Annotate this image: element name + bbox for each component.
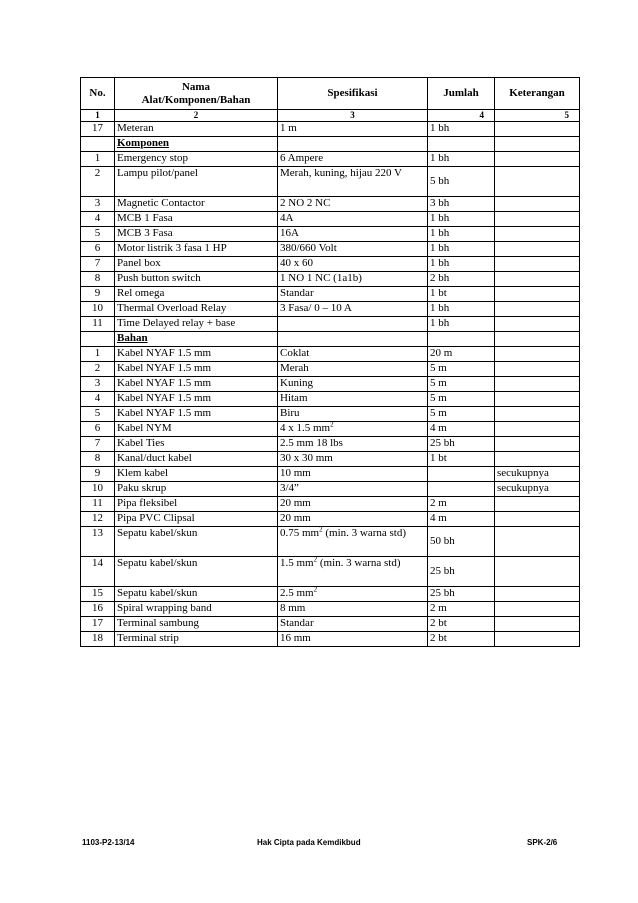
table-row [81,347,580,362]
spec-text: 1.5 mm [280,557,314,569]
cell-jumlah: 25 bh [428,587,495,602]
cell-no: 8 [81,452,115,467]
cell-spesifikasi [278,227,428,242]
cell-jumlah [428,467,495,482]
cell-spesifikasi [278,452,428,467]
cell-keterangan [495,602,580,617]
cell-keterangan [495,197,580,212]
cell-nama: Kabel NYM [115,422,278,437]
table-row [81,392,580,407]
table-header-row [81,78,580,110]
table-row [81,452,580,467]
cell-no: 11 [81,317,115,332]
section-jumlah [428,137,495,152]
spec-text: 6 Ampere [280,152,324,164]
spec-superscript: 2 [330,421,334,429]
cell-no: 10 [81,302,115,317]
spec-text: 3/4” [280,482,299,494]
cell-jumlah: 2 m [428,497,495,512]
spec-superscript: 2 [313,556,318,564]
spec-text: 16 mm [280,632,311,644]
cell-nama: Lampu pilot/panel [115,167,278,197]
cell-spesifikasi [278,257,428,272]
cell-nama: Kabel NYAF 1.5 mm [115,407,278,422]
table-row [81,362,580,377]
cell-keterangan [495,167,580,197]
section-spek [278,332,428,347]
table-row [81,482,580,497]
cell-keterangan [495,272,580,287]
table-row [81,272,580,287]
table-row [81,287,580,302]
cell-spesifikasi [278,302,428,317]
cell-nama: Sepatu kabel/skun [115,587,278,602]
cell-spesifikasi [278,482,428,497]
cell-no: 6 [81,422,115,437]
table-body [81,122,580,647]
cell-jumlah: 4 m [428,422,495,437]
cell-nama: Rel omega [115,287,278,302]
cell-jumlah: 1 bt [428,287,495,302]
cell-keterangan [495,212,580,227]
table-row [81,152,580,167]
cell-no: 4 [81,212,115,227]
cell-no: 4 [81,392,115,407]
cell-no: 5 [81,227,115,242]
table-row [81,317,580,332]
cell-spesifikasi [278,212,428,227]
cell-no: 3 [81,197,115,212]
header-jumlah: Jumlah [428,78,495,110]
section-title: Bahan [115,332,278,347]
cell-nama: Sepatu kabel/skun [115,527,278,557]
cell-keterangan [495,152,580,167]
cell-spesifikasi [278,617,428,632]
cell-keterangan [495,632,580,647]
table-row [81,422,580,437]
cell-nama: Emergency stop [115,152,278,167]
cell-nama: Magnetic Contactor [115,197,278,212]
spec-text: Standar [280,617,314,629]
cell-spesifikasi [278,347,428,362]
cell-nama: Panel box [115,257,278,272]
cell-jumlah: 2 bt [428,632,495,647]
spec-text: Merah, kuning, hijau 220 V [280,167,403,179]
spec-text-tail: (min. 3 warna std) [322,527,407,539]
section-row [81,332,580,347]
column-index-row [81,110,580,122]
cell-nama: Thermal Overload Relay [115,302,278,317]
cell-nama: Kabel NYAF 1.5 mm [115,362,278,377]
cell-nama: MCB 3 Fasa [115,227,278,242]
cell-spesifikasi [278,587,428,602]
cell-spesifikasi [278,557,428,587]
spec-text: Biru [280,407,300,419]
cell-nama: Kabel Ties [115,437,278,452]
cell-jumlah: 1 bh [428,242,495,257]
section-spek [278,137,428,152]
cell-jumlah: 3 bh [428,197,495,212]
cell-spesifikasi [278,377,428,392]
table-row [81,407,580,422]
cell-spesifikasi [278,527,428,557]
spec-text: 2.5 mm 18 lbs [280,437,343,449]
spec-text: 20 mm [280,497,311,509]
cell-jumlah: 20 m [428,347,495,362]
cell-jumlah: 1 bh [428,212,495,227]
spec-text: Kuning [280,377,313,389]
cell-jumlah: 1 bh [428,317,495,332]
cell-nama: Motor listrik 3 fasa 1 HP [115,242,278,257]
table-row [81,467,580,482]
spec-text: 4A [280,212,294,224]
cell-jumlah: 1 bt [428,452,495,467]
cell-nama: Terminal sambung [115,617,278,632]
table-row [81,227,580,242]
cell-no: 17 [81,122,115,137]
spec-text: 3 Fasa/ 0 – 10 A [280,302,352,314]
table-row [81,527,580,557]
cell-nama: Terminal strip [115,632,278,647]
cell-keterangan [495,422,580,437]
cell-keterangan [495,317,580,332]
cell-jumlah: 25 bh [428,557,495,587]
cell-spesifikasi [278,407,428,422]
table-row [81,632,580,647]
cell-jumlah: 2 bh [428,272,495,287]
cell-no: 7 [81,437,115,452]
cell-keterangan [495,512,580,527]
spec-text: Hitam [280,392,308,404]
cell-keterangan [495,377,580,392]
cell-keterangan [495,257,580,272]
header-nama [115,78,278,110]
cell-spesifikasi [278,287,428,302]
table-row [81,617,580,632]
cell-nama: Push button switch [115,272,278,287]
spec-text: Standar [280,287,314,299]
cell-keterangan [495,452,580,467]
table-row [81,302,580,317]
table-row [81,497,580,512]
table-row [81,257,580,272]
cell-spesifikasi [278,167,428,197]
cell-no: 2 [81,167,115,197]
cell-no: 11 [81,497,115,512]
table-row [81,167,580,197]
spec-text: 2 NO 2 NC [280,197,331,209]
cell-nama: Pipa fleksibel [115,497,278,512]
cell-no: 10 [81,482,115,497]
cell-nama: Kanal/duct kabel [115,452,278,467]
section-no [81,332,115,347]
cell-keterangan [495,302,580,317]
header-nama-line1: Nama [181,80,211,93]
cell-nama: Kabel NYAF 1.5 mm [115,347,278,362]
cell-nama: Meteran [115,122,278,137]
document-code: 1103-P2-13/14 [82,838,135,847]
equipment-table [80,77,580,647]
cell-nama: Time Delayed relay + base [115,317,278,332]
cell-spesifikasi [278,317,428,332]
spec-text: Merah [280,362,309,374]
cell-keterangan [495,347,580,362]
cell-keterangan [495,527,580,557]
table-row [81,512,580,527]
cell-jumlah: 1 bh [428,257,495,272]
cell-jumlah: 1 bh [428,227,495,242]
cell-jumlah: 5 m [428,392,495,407]
cell-no: 7 [81,257,115,272]
copyright-notice: Hak Cipta pada Kemdikbud [257,838,361,847]
cell-jumlah: 5 m [428,362,495,377]
spec-text: 16A [280,227,299,239]
cell-no: 6 [81,242,115,257]
cell-nama: Paku skrup [115,482,278,497]
cell-keterangan [495,122,580,137]
spec-text: 1 m [280,122,297,134]
cell-no: 1 [81,347,115,362]
table-row [81,437,580,452]
cell-no: 16 [81,602,115,617]
cell-no: 17 [81,617,115,632]
section-row [81,137,580,152]
spec-text: 4 x 1.5 mm [280,422,331,434]
cell-spesifikasi [278,467,428,482]
spec-text: 2.5 mm [280,587,314,599]
cell-nama: Spiral wrapping band [115,602,278,617]
cell-nama: Klem kabel [115,467,278,482]
table-row [81,587,580,602]
spec-text: 8 mm [280,602,306,614]
cell-no: 15 [81,587,115,602]
cell-keterangan [495,587,580,602]
cell-no: 9 [81,287,115,302]
cell-no: 12 [81,512,115,527]
cell-keterangan [495,407,580,422]
cell-jumlah: 1 bh [428,122,495,137]
spec-text: Coklat [280,347,310,359]
cell-jumlah: 4 m [428,512,495,527]
cell-spesifikasi [278,497,428,512]
column-index: 4 [428,110,495,122]
cell-spesifikasi [278,392,428,407]
cell-jumlah: 50 bh [428,527,495,557]
cell-jumlah: 5 m [428,407,495,422]
header-keterangan: Keterangan [495,78,580,110]
cell-jumlah: 2 m [428,602,495,617]
header-spesifikasi: Spesifikasi [278,78,428,110]
cell-spesifikasi [278,602,428,617]
spec-text-tail: (min. 3 warna std) [317,557,401,569]
cell-nama: Pipa PVC Clipsal [115,512,278,527]
cell-no: 3 [81,377,115,392]
cell-spesifikasi [278,122,428,137]
table-row [81,377,580,392]
spec-text: 40 x 60 [280,257,313,269]
cell-jumlah: 1 bh [428,152,495,167]
cell-nama: Sepatu kabel/skun [115,557,278,587]
cell-spesifikasi [278,197,428,212]
cell-jumlah: 2 bt [428,617,495,632]
spec-text: 20 mm [280,512,311,524]
table-row [81,557,580,587]
cell-nama: MCB 1 Fasa [115,212,278,227]
column-index: 2 [115,110,278,122]
cell-jumlah: 5 m [428,377,495,392]
cell-no: 5 [81,407,115,422]
cell-nama: Kabel NYAF 1.5 mm [115,377,278,392]
cell-spesifikasi [278,242,428,257]
section-ket [495,332,580,347]
column-index: 1 [81,110,115,122]
column-index: 3 [278,110,428,122]
cell-spesifikasi [278,632,428,647]
spec-superscript: 2 [313,586,318,594]
table-row [81,122,580,137]
header-nama-line2: Alat/Komponen/Bahan [141,93,251,106]
cell-jumlah: 1 bh [428,302,495,317]
cell-no: 8 [81,272,115,287]
cell-jumlah: 25 bh [428,437,495,452]
cell-keterangan [495,287,580,302]
cell-keterangan [495,437,580,452]
column-index: 5 [495,110,580,122]
cell-no: 14 [81,557,115,587]
spec-text: 30 x 30 mm [280,452,333,464]
cell-no: 18 [81,632,115,647]
section-no [81,137,115,152]
page-number: SPK-2/6 [527,838,558,847]
spec-text: 0.75 mm [280,527,320,539]
spec-text: 380/660 Volt [280,242,337,254]
table-row [81,212,580,227]
table-row [81,242,580,257]
cell-no: 1 [81,152,115,167]
cell-keterangan [495,617,580,632]
cell-keterangan [495,227,580,242]
spec-text: 10 mm [280,467,311,479]
table-row [81,602,580,617]
cell-nama: Kabel NYAF 1.5 mm [115,392,278,407]
section-title: Komponen [115,137,278,152]
header-no: No. [81,78,115,110]
section-ket [495,137,580,152]
cell-spesifikasi [278,437,428,452]
cell-spesifikasi [278,512,428,527]
cell-spesifikasi [278,422,428,437]
cell-keterangan [495,362,580,377]
cell-no: 2 [81,362,115,377]
cell-spesifikasi [278,362,428,377]
cell-keterangan [495,242,580,257]
cell-keterangan [495,497,580,512]
section-jumlah [428,332,495,347]
cell-keterangan [495,392,580,407]
cell-keterangan: secukupnya [495,467,580,482]
cell-jumlah: 5 bh [428,167,495,197]
cell-no: 9 [81,467,115,482]
cell-spesifikasi [278,152,428,167]
table-row [81,197,580,212]
cell-keterangan: secukupnya [495,482,580,497]
spec-superscript: 2 [319,526,323,534]
spec-text: 1 NO 1 NC (1a1b) [280,272,362,284]
cell-no: 13 [81,527,115,557]
cell-jumlah [428,482,495,497]
cell-keterangan [495,557,580,587]
cell-spesifikasi [278,272,428,287]
